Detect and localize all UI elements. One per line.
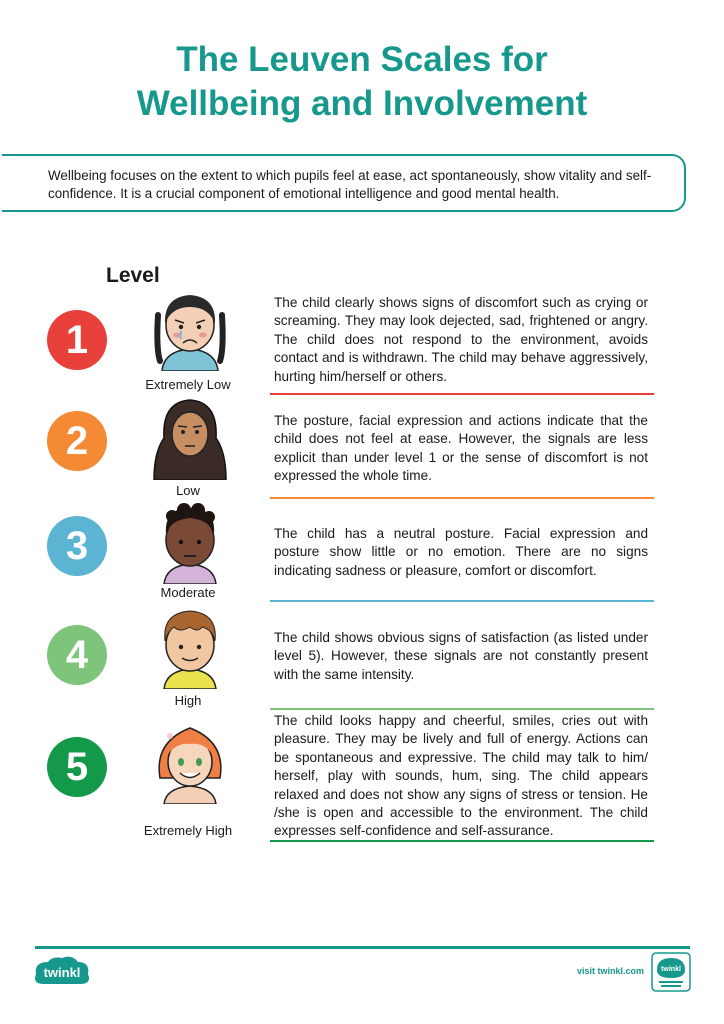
level-2-description: The posture, facial expression and actions indicate that the child does not feel at ease. However, the signals are less explicit than under level 1 or the sense of discomfort is not expressed the whole time.	[274, 413, 648, 484]
level-3-description: The child has a neutral posture. Facial expression and posture show little or no emotion. There are no signs indicating sadness or pleasure, comfort or discomfort.	[274, 526, 648, 578]
level-1-number: 1	[47, 310, 107, 370]
level-2-divider	[270, 497, 654, 499]
badge-text: twinkl	[661, 966, 681, 973]
level-1-divider	[270, 393, 654, 395]
level-1-label: Extremely Low	[145, 377, 231, 392]
extremely-high-child-icon	[150, 722, 230, 804]
level-4-divider	[270, 708, 654, 710]
footer-divider	[35, 946, 690, 949]
level-2-number: 2	[47, 411, 107, 471]
high-child-icon	[150, 607, 230, 689]
extremely-low-child-icon	[150, 289, 230, 371]
level-3-label: Moderate	[160, 585, 216, 600]
quality-badge-icon	[651, 952, 691, 992]
level-3-number: 3	[47, 516, 107, 576]
logo-text: twinkl	[43, 965, 81, 980]
page-title-line-2: Wellbeing and Involvement	[136, 84, 588, 123]
level-3-divider	[270, 600, 654, 602]
level-4-label: High	[174, 693, 202, 708]
level-5-number: 5	[47, 737, 107, 797]
level-1-description: The child clearly shows signs of discomfort such as crying or screaming. They may look dejected, sad, frightened or angry. The child does not respond to the environment, avoids contact and is withdrawn. The child may behave aggressively, hurting him/herself or others.	[274, 295, 648, 384]
level-5-label: Extremely High	[143, 823, 233, 838]
low-child-icon	[150, 398, 230, 480]
level-4-description: The child shows obvious signs of satisfaction (as listed under level 5). However, these signals are not constantly present with the same intensity.	[274, 630, 648, 682]
intro-text: Wellbeing focuses on the extent to which pupils feel at ease, act spontaneously, show vitality and self-confidence. It is a crucial component of emotional intelligence and good mental health.	[48, 168, 652, 201]
level-4-number: 4	[47, 625, 107, 685]
level-5-divider	[270, 840, 654, 842]
page-title-line-1: The Leuven Scales for	[176, 40, 548, 79]
level-2-label: Low	[176, 483, 200, 498]
twinkl-logo[interactable]	[30, 954, 94, 990]
moderate-child-icon	[150, 502, 230, 584]
level-5-description: The child looks happy and cheerful, smiles, cries out with pleasure. They may be lively and full of energy. Actions can be spontaneous and expressive. The child may talk to him/ herself, play with sounds, hum, sing. The child appears relaxed and does not show any signs of stress or tension. He /she is open and accessible to the environment. The child expresses self-confidence and self-assurance.	[274, 713, 648, 839]
visit-link[interactable]: visit twinkl.com	[576, 966, 644, 976]
intro-box	[2, 154, 686, 212]
level-heading: Level	[106, 264, 160, 287]
